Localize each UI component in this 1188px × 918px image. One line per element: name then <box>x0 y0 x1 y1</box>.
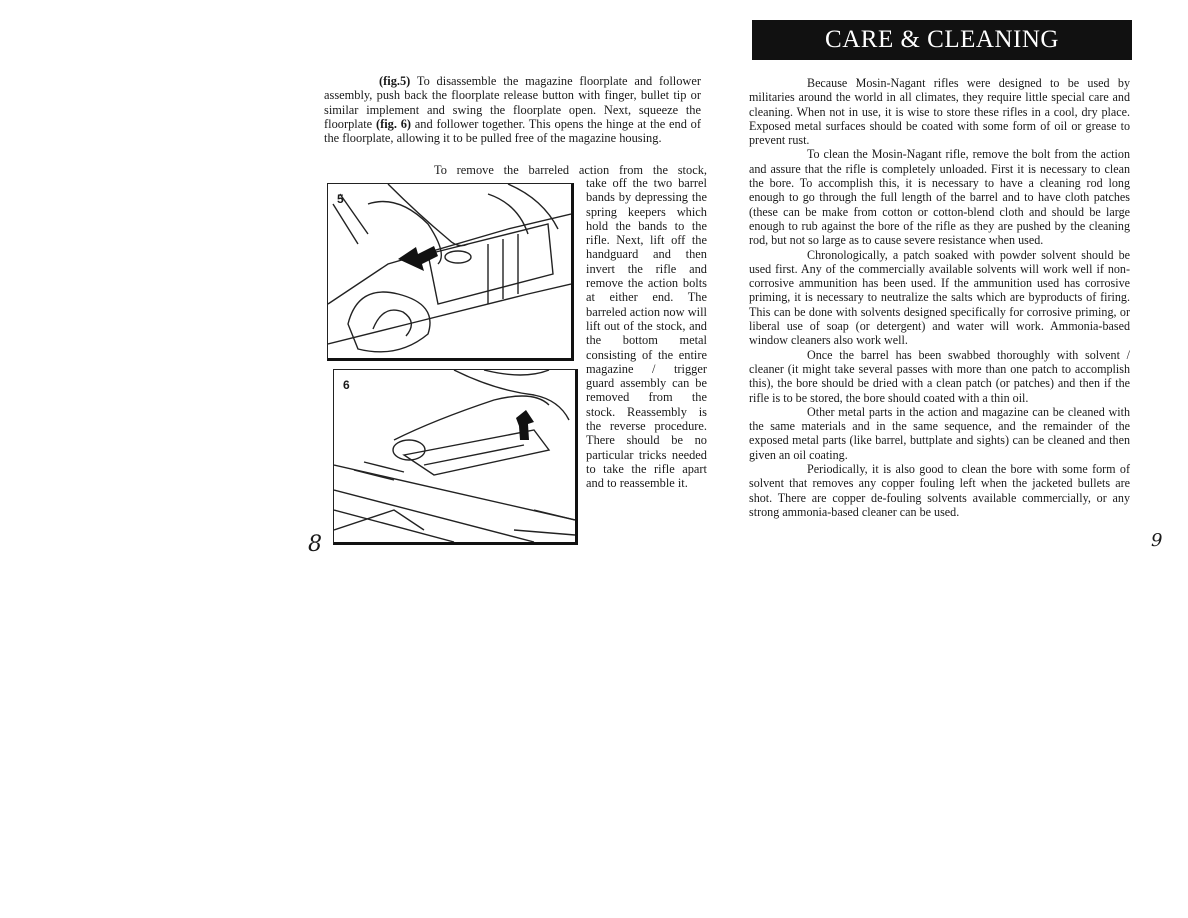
paragraph-care-intro: Because Mosin-Nagant rifles were designed to be used by militaries around the world in all climates, they require little special care and cleaning. When not in use, it is wise to store these rifles in a cool, dry place. Exposed metal surfaces should be coated with some form of oil or grease to prevent rust. <box>749 76 1130 148</box>
paragraph-clean-bore: To clean the Mosin-Nagant rifle, remove the bolt from the action and assure that the rifle is completely unloaded. First it is necessary to clean the bore. To accomplish this, it is necessary to have a cleaning rod long enough to go through the full length of the barrel and to have cloth patches (these can be make from cotton or cotton-blend cloth and should be large enough to rub against the bore of the rifle as they are pushed by the cleaning rod, but not so large as to cause severe resistance when used. <box>749 147 1130 248</box>
paragraph-dry-bore: Once the barrel has been swabbed thoroughly with solvent / cleaner (it might take several passes with more than one patch to accomplish this), the bore should be dried with a clean patch (or patches) and then if the rifle is to be stored, the bore should coated with a thin oil. <box>749 347 1130 405</box>
figure-6-label: 6 <box>343 378 350 392</box>
paragraph-metal-parts: Other metal parts in the action and magazine can be cleaned with the same materials and in the same sequence, and the remainder of the exposed metal parts (like barrel, buttplate and sights) can be cleaned and then given an oil coating. <box>749 404 1130 462</box>
paragraph-1-text-a: To disassemble the magazine floorplate and follower assembly, push back the floorplate release button with finger, bullet tip or similar implement and swing the floorplate open. Next, squeeze the floorplate <box>324 74 701 131</box>
figure-6-illustration <box>333 369 578 545</box>
right-page-body <box>749 76 1130 519</box>
fig6-reference: (fig. 6) <box>375 116 412 131</box>
paragraph-2-body: take off the two barrel bands by depressing the spring keepers which hold the bands to the rifle. Next, lift off the handguard and then invert the rifle and remove the action bolts at either end. The barreled action now will lift out of the stock, and the bottom metal consisting of the entire magazine / trigger guard assembly can be removed from the stock. Reassembly is the reverse procedure. There should be no particular tricks needed to take the rifle apart and to reassemble it. <box>586 176 707 491</box>
care-cleaning-header: CARE & CLEANING <box>752 20 1132 60</box>
rifle-floorplate-drawing <box>328 184 571 358</box>
figure-5-illustration <box>327 183 574 361</box>
fig5-reference: (fig.5) <box>379 74 411 88</box>
paragraph-copper-fouling: Periodically, it is also good to clean the bore with some form of solvent that removes any copper fouling left when the jacketed bullets are shot. There are copper de-fouling solvents available commercially, or any strong ammonia-based cleaner can be used. <box>749 462 1130 519</box>
figure-5-label: 5 <box>337 192 344 206</box>
left-page-paragraph-1 <box>324 74 701 145</box>
paragraph-2-intro: To remove the barreled action from the stock, <box>434 163 707 177</box>
left-page-number: 8 <box>308 532 322 557</box>
paragraph-1-text-b: and follower together. This opens the hinge at the end of the floorplate, allowing it to be pulled free of the magazine housing. <box>324 116 701 146</box>
right-page-number: 9 <box>1151 530 1163 551</box>
floorplate-follower-drawing <box>334 370 575 542</box>
paragraph-solvent: Chronologically, a patch soaked with powder solvent should be used first. Any of the commercially available solvents will work well if non-corrosive ammunition has been used. If the ammunition used has corrosive priming, it is necessary to neutralize the salts which are byproducts of firing. This can be done with solvents designed specifically for corrosive priming, or liberal use of soap (or detergent) and water will work. Ammonia-based window cleaners also work well. <box>749 247 1130 348</box>
